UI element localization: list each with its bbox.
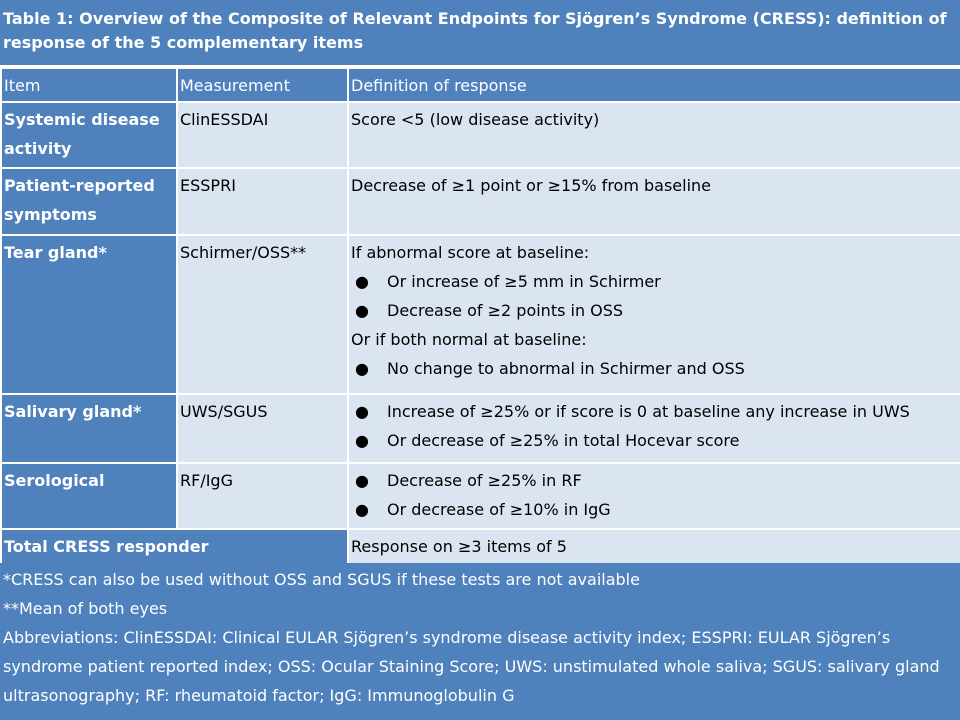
row-item: Salivary gland* <box>1 394 177 463</box>
row-measurement: ESSPRI <box>177 168 348 235</box>
row-definition <box>348 102 960 168</box>
row-measurement: UWS/SGUS <box>177 394 348 463</box>
table-row <box>1 102 960 168</box>
bullet-item <box>351 267 957 296</box>
bullet-item <box>351 354 957 383</box>
table-caption: Table 1: Overview of the Composite of Relevant Endpoints for Sjögren’s Syndrome (CRESS): definition of response of the 5 complementary items <box>0 0 960 65</box>
row-definition <box>348 235 960 394</box>
bullet-text: Or decrease of ≥10% in IgG <box>387 500 611 519</box>
bullet-text: Or decrease of ≥25% in total Hocevar score <box>387 431 740 450</box>
table-row <box>1 394 960 463</box>
bullet-icon: ● <box>355 471 369 490</box>
row-definition <box>348 463 960 529</box>
definition-line: If abnormal score at baseline: <box>351 243 590 262</box>
bullet-icon: ● <box>355 431 369 450</box>
total-definition: Response on ≥3 items of 5 <box>348 529 960 565</box>
bullet-item <box>351 296 957 325</box>
bullet-text: Increase of ≥25% or if score is 0 at baseline any increase in UWS <box>387 402 910 421</box>
bullet-text: No change to abnormal in Schirmer and OSS <box>387 359 745 378</box>
table-row <box>1 168 960 235</box>
row-measurement: Schirmer/OSS** <box>177 235 348 394</box>
table-row <box>1 235 960 394</box>
bullet-text: Or increase of ≥5 mm in Schirmer <box>387 272 661 291</box>
header-measurement: Measurement <box>177 68 348 102</box>
header-definition: Definition of response <box>348 68 960 102</box>
footnote-line: **Mean of both eyes <box>3 599 168 618</box>
row-item: Patient-reported symptoms <box>1 168 177 235</box>
row-measurement: RF/IgG <box>177 463 348 529</box>
bullet-icon: ● <box>355 500 369 519</box>
bullet-icon: ● <box>355 402 369 421</box>
cress-table <box>0 67 960 566</box>
total-row <box>1 529 960 565</box>
bullet-item <box>351 466 957 495</box>
bullet-item <box>351 426 957 455</box>
header-item: Item <box>1 68 177 102</box>
table-footnotes <box>0 563 960 720</box>
bullet-item <box>351 495 957 524</box>
footnote-abbreviations: Abbreviations: ClinESSDAI: Clinical EULAR Sjögren’s syndrome disease activity index; ESSPRI: EULAR Sjögren’s syndrome patient reported index; OSS: Ocular Staining Score; UWS: unstimulated whole saliva; SGUS: salivary gland ultrasonography; RF: rheumatoid factor; IgG: Immunoglobulin G <box>3 628 940 705</box>
row-item: Serological <box>1 463 177 529</box>
total-label: Total CRESS responder <box>1 529 348 565</box>
row-item: Tear gland* <box>1 235 177 394</box>
footnote-line: *CRESS can also be used without OSS and SGUS if these tests are not available <box>3 570 640 589</box>
row-measurement: ClinESSDAI <box>177 102 348 168</box>
table-row <box>1 463 960 529</box>
bullet-icon: ● <box>355 359 369 378</box>
row-definition <box>348 168 960 235</box>
definition-line: Or if both normal at baseline: <box>351 330 587 349</box>
bullet-text: Decrease of ≥25% in RF <box>387 471 582 490</box>
bullet-text: Decrease of ≥2 points in OSS <box>387 301 624 320</box>
bullet-item <box>351 397 957 426</box>
bullet-icon: ● <box>355 272 369 291</box>
bullet-icon: ● <box>355 301 369 320</box>
row-definition <box>348 394 960 463</box>
table-header-row <box>1 68 960 102</box>
row-item: Systemic disease activity <box>1 102 177 168</box>
definition-line: Decrease of ≥1 point or ≥15% from baseline <box>351 176 712 195</box>
definition-line: Score <5 (low disease activity) <box>351 110 600 129</box>
